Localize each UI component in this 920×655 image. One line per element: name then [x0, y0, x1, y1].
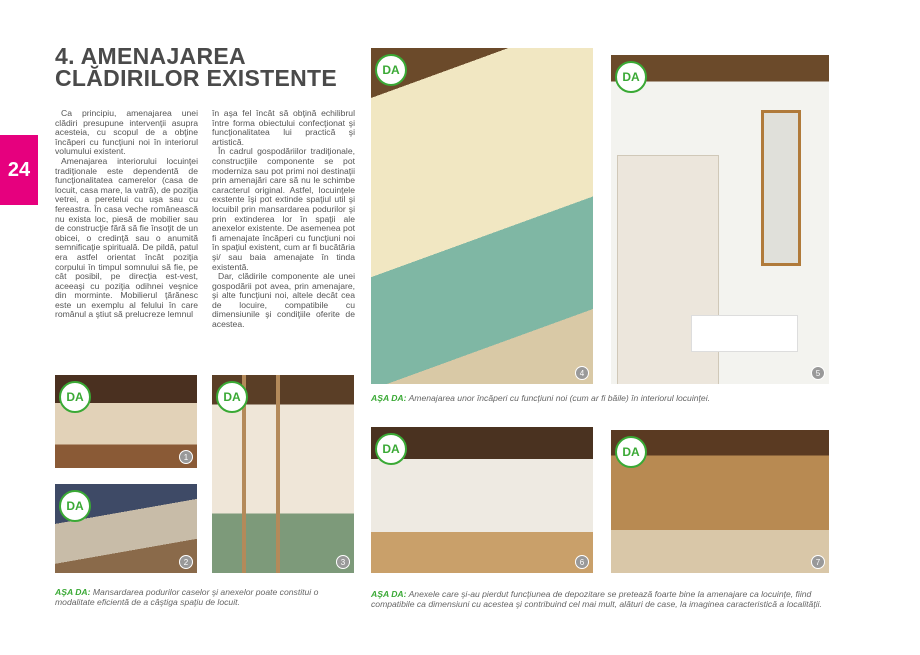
- photo-bathroom-attic: [371, 48, 593, 384]
- photo-number: 6: [575, 555, 589, 569]
- caption-annexes: [371, 590, 831, 609]
- photo-number: 2: [179, 555, 193, 569]
- da-badge: DA: [615, 436, 647, 468]
- da-badge: DA: [615, 61, 647, 93]
- caption-text: Anexele care şi-au pierdut funcţiunea de depozitare se pretează foarte bine la amenajare ca locuinţe, fiind compatibile ca dimensiuni cu acestea şi contribuind cel mai mult, alături de case, la imaginea caracteristică a localităţii.: [371, 589, 822, 609]
- text-column-1: [55, 109, 198, 320]
- photo-number: 5: [811, 366, 825, 380]
- paragraph: în aşa fel încât să obţină echilibrul între forma obiectului confecţionat şi funcţionalitatea lui practică şi artistică.: [212, 108, 355, 147]
- da-badge: DA: [59, 381, 91, 413]
- page-title: [55, 45, 337, 89]
- title-line-1: 4. AMENAJAREA: [55, 43, 246, 69]
- photo-number: 3: [336, 555, 350, 569]
- caption-text: Amenajarea unor încăperi cu funcţiuni noi (cum ar fi băile) în interiorul locuinţei.: [408, 393, 710, 403]
- page-number: 24: [7, 158, 31, 181]
- da-badge: DA: [216, 381, 248, 413]
- page-number-tab: [0, 135, 38, 205]
- caption-label: AŞA DA:: [55, 587, 91, 597]
- caption-bathroom: [371, 394, 831, 404]
- paragraph: Dar, clădirile componente ale unei gospodării pot avea, prin amenajare, şi alte funcţiuni noi, altele decât cea de locuire, compatibile cu dimensiunile şi condiţiile oferite de acestea.: [212, 271, 355, 330]
- caption-attic: [55, 588, 360, 607]
- da-badge: DA: [375, 433, 407, 465]
- photo-barn-hall: [611, 430, 829, 573]
- caption-label: AŞA DA:: [371, 589, 407, 599]
- photo-number: 4: [575, 366, 589, 380]
- paragraph: Amenajarea interiorului locuinţei tradiţionale este dependentă de funcţionalitatea camerelor (casa de locuit, casa mare, la vatră), de poziţia vetrei, a peretelui cu uşa sau cu fereastra. În casa veche românească nu exista loc, piesă de mobilier sau de construcţie fără să fie însoţit de un obicei, o credinţă sau o anumită semnificaţie spirituală. De pildă, patul era astfel orientat încât poziţia corpului în timpul somnului să fie, pe cât posibil, pe direcţia est-vest, aceeaşi cu poziţia odihnei veşnice din morminte. Mobilierul ţărănesc este un exemplu al felului în care românul a ştiut să prelucreze lemnul: [55, 155, 198, 320]
- photo-bedroom-ladder: [212, 375, 354, 573]
- caption-text: Mansardarea podurilor caselor şi anexelor poate constitui o modalitate eficientă de a câştiga spaţiu de locuit.: [55, 587, 319, 607]
- photo-dining-room: [371, 427, 593, 573]
- title-line-2: CLĂDIRILOR EXISTENTE: [55, 65, 338, 91]
- da-badge: DA: [59, 490, 91, 522]
- photo-bathroom-door: [611, 55, 829, 384]
- text-column-2: [212, 109, 355, 330]
- photo-number: 1: [179, 450, 193, 464]
- photo-attic-stairs: [55, 484, 197, 573]
- caption-label: AŞA DA:: [371, 393, 407, 403]
- paragraph: În cadrul gospodăriilor tradiţionale, construcţiile componente se pot moderniza sau pot primi noi destinaţii prin amenajări care să nu le schimbe caracterul original. Astfel, locuinţele exstente îşi pot extinde spaţiul util şi locuibil prin mansardarea podurilor şi prin extinderea lor în spaţii ale anexelor existente. De asemenea pot fi amenajate încăperi cu funcţiuni noi în spaţiul existent, cum ar fi bucătăria şi/ sau baia amenajate în tinda existentă.: [212, 146, 355, 272]
- da-badge: DA: [375, 54, 407, 86]
- paragraph: Ca principiu, amenajarea unei clădiri presupune intervenţii asupra acesteia, cu scopul de a obţine încăperi cu funcţiuni noi în interiorul volumului existent.: [55, 108, 198, 157]
- photo-attic-bedroom: [55, 375, 197, 468]
- photo-number: 7: [811, 555, 825, 569]
